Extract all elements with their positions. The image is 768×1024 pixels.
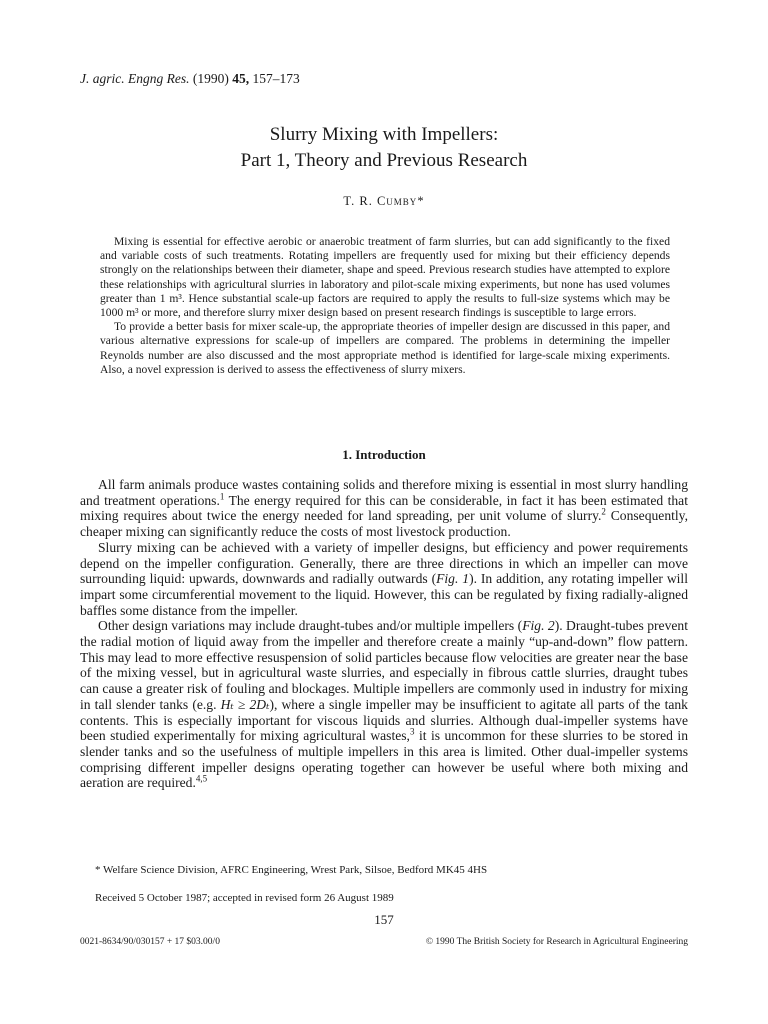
abstract xyxy=(100,235,670,377)
body-text-run: it is uncommon for these slurries to be stored in slender tanks and so the usefulness of multiple impellers in this area is limited. Other dual-impeller systems comprising different impeller designs operating together can however be useful where both mixing and aeration are required. xyxy=(80,728,688,791)
body-text-run: Consequently, cheaper mixing can significantly reduce the costs of most livestock production. xyxy=(80,508,688,540)
citation-ref: 1 xyxy=(219,491,225,502)
journal-volume: 45, xyxy=(232,71,250,86)
body-paragraph-3 xyxy=(80,618,688,791)
body-paragraph-1 xyxy=(80,477,688,540)
abstract-paragraph-2: To provide a better basis for mixer scale-up, the appropriate theories of impeller design are discussed in this paper, and various alternative expressions for scale-up of impellers are compared. The problems in determining the impeller Reynolds number are also discussed and the most appropriate method is identified for large-scale mixing experiments. Also, a novel expression is derived to assess the effectiveness of slurry mixers. xyxy=(100,320,670,376)
citation-ref: 3 xyxy=(409,726,415,737)
author-footnote: * Welfare Science Division, AFRC Engineering, Wrest Park, Silsoe, Bedford MK45 4HS xyxy=(95,864,488,876)
section-heading: 1. Introduction xyxy=(342,447,426,462)
figure-ref: Fig. 1 xyxy=(436,571,470,587)
abstract-paragraph-1: Mixing is essential for effective aerobic or anaerobic treatment of farm slurries, but can add significantly to the fixed and variable costs of such treatments. Rotating impellers are frequently used for mixing but their efficiency depends strongly on the relationships between their diameter, shape and speed. Previous research studies have attempted to explore these relationships with agricultural slurries in laboratory and pilot-scale mixing experiments, but none has used volumes greater than 1 m³. Hence substantial scale-up factors are required to apply the results to full-size systems which may be 1000 m³ or more, and therefore slurry mixer design based on present research findings is susceptible to large errors. xyxy=(100,235,670,320)
received-dates: Received 5 October 1987; accepted in revised form 26 August 1989 xyxy=(95,892,394,904)
citation-ref: 2 xyxy=(601,506,606,517)
body-text-run: ), where a single impeller may be insufficient to agitate all parts of the tank contents. This is especially important for viscous liquids and slurries. Although dual-impeller systems have been studied experimentally for mixing agricultural wastes, xyxy=(80,696,688,744)
author-surname: Cumby xyxy=(376,194,418,208)
journal-name: J. agric. Engng Res. xyxy=(80,71,190,86)
author-initials: T. R. xyxy=(343,194,377,208)
page-number: 157 xyxy=(374,912,394,927)
body-text xyxy=(80,477,688,791)
journal-pages: 157–173 xyxy=(252,71,300,86)
title-line-1: Slurry Mixing with Impellers: xyxy=(269,124,499,145)
body-text-run: All farm animals produce wastes containing solids and therefore mixing is essential in most slurry handling and treatment operations. xyxy=(80,477,688,508)
journal-citation xyxy=(80,71,300,87)
figure-ref: Fig. 2 xyxy=(522,618,555,634)
body-text-run: Slurry mixing can be achieved with a variety of impeller designs, but efficiency and power requirements depend on the impeller configuration. Generally, there are three directions in which an impeller can move surrounding liquid: upwards, downwards and radially outwards ( xyxy=(80,539,688,587)
issn-code: 0021-8634/90/030157 + 17 $03.00/0 xyxy=(80,937,220,947)
math-expression: Hₜ ≥ 2Dₜ xyxy=(220,696,270,712)
author-line xyxy=(0,194,768,209)
body-text-run: ). In addition, any rotating impeller will impart some circumferential movement to the liquid. However, this can be regulated by fixing radially-aligned baffles some distance from the impeller. xyxy=(80,571,688,618)
journal-year: (1990) xyxy=(192,71,229,86)
body-paragraph-2 xyxy=(80,540,688,619)
author-footnote-mark: * xyxy=(417,194,425,208)
body-text-run: The energy required for this can be considerable, in fact it has been estimated that mixing requires about twice the energy needed for land spreading, per unit volume of slurry. xyxy=(80,492,688,524)
copyright-notice: © 1990 The British Society for Research in Agricultural Engineering xyxy=(425,937,688,947)
body-text-run: Other design variations may include draught-tubes and/or multiple impellers ( xyxy=(98,618,523,634)
citation-ref: 4,5 xyxy=(195,773,208,784)
title-line-2: Part 1, Theory and Previous Research xyxy=(240,150,528,171)
body-text-run: ). Draught-tubes prevent the radial motion of liquid away from the impeller and therefore create a mainly “up-and-down” flow pattern. This may lead to more effective resuspension of solid particles because flow velocities are greater near the base of the mixing vessel, but in agricultural waste slurries, and especially in fibrous cattle slurries, draught tubes can cause a greater risk of fouling and blockages. Multiple impellers are commonly used in industry for mixing in tall slender tanks (e.g. xyxy=(80,618,688,712)
article-title xyxy=(0,122,768,174)
